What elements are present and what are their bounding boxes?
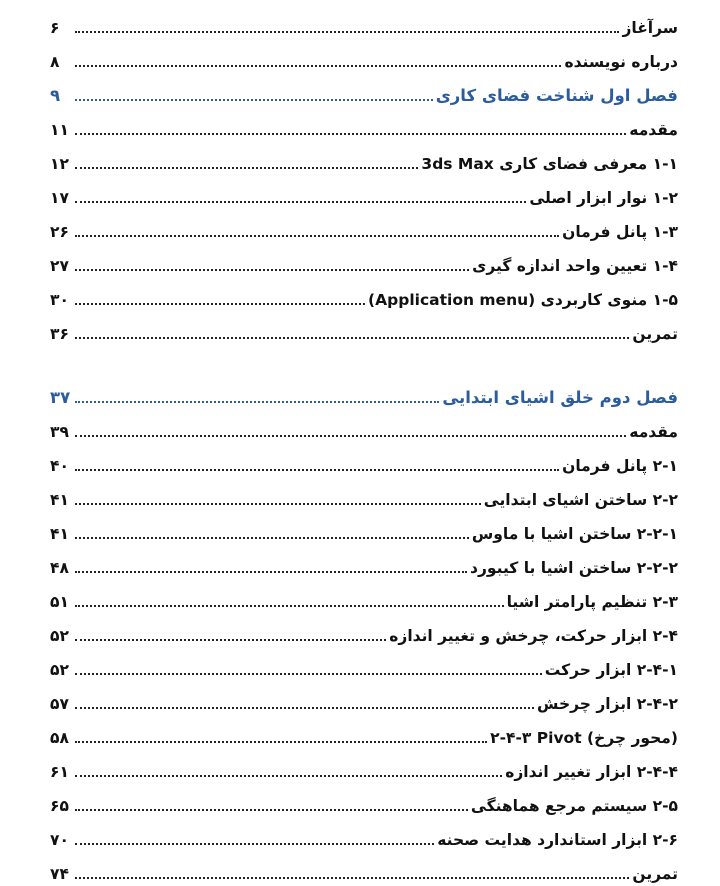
toc-entry-page: ۵۲ <box>50 626 69 645</box>
dot-leader <box>75 877 629 879</box>
dot-leader <box>75 469 559 471</box>
toc-entry[interactable] <box>50 682 678 716</box>
toc-entry[interactable] <box>50 478 678 512</box>
toc-entry-title: مقدمه <box>629 422 678 441</box>
toc-entry-page: ۵۸ <box>50 728 69 747</box>
table-of-contents <box>50 6 678 886</box>
dot-leader <box>75 31 619 33</box>
dot-leader <box>75 673 542 675</box>
toc-entry[interactable] <box>50 648 678 682</box>
toc-entry-title: ۲-۴-۳ Pivot (محور چرخ) <box>490 728 678 747</box>
dot-leader <box>75 775 502 777</box>
toc-entry-page: ۸ <box>50 52 60 71</box>
chapter-page: ۹ <box>50 85 61 105</box>
toc-entry-title: ۲-۲-۲ ساختن اشیا با کیبورد <box>470 558 678 577</box>
toc-entry-title: ۱-۲ نوار ابزار اصلی <box>529 188 678 207</box>
toc-entry[interactable] <box>50 444 678 478</box>
toc-entry-page: ۲۶ <box>50 222 69 241</box>
toc-entry-title: ۲-۵ سیستم مرجع هماهنگی <box>470 796 678 815</box>
dot-leader <box>75 843 434 845</box>
toc-entry-page: ۱۱ <box>50 120 69 139</box>
dot-leader <box>75 741 487 743</box>
toc-entry-title: ۲-۶ ابزار استاندارد هدایت صحنه <box>437 830 678 849</box>
toc-entry-page: ۷۰ <box>50 830 69 849</box>
dot-leader <box>75 65 561 67</box>
toc-entry[interactable] <box>50 244 678 278</box>
toc-entry-title: ۲-۴-۴ ابزار تغییر اندازه <box>505 762 678 781</box>
section-spacer <box>50 346 678 376</box>
dot-leader <box>75 707 534 709</box>
toc-entry-page: ۴۸ <box>50 558 69 577</box>
toc-entry-page: ۶ <box>50 18 60 37</box>
toc-entry-page: ۳۰ <box>50 290 69 309</box>
toc-entry-title: ۱-۵ منوی کاربردی (Application menu) <box>368 290 678 309</box>
toc-entry-page: ۳۶ <box>50 324 69 343</box>
toc-entry-title: سرآغاز <box>622 18 678 37</box>
toc-entry-title: ۱-۴ تعیین واحد اندازه گیری <box>472 256 678 275</box>
toc-entry[interactable] <box>50 312 678 346</box>
dot-leader <box>75 639 386 641</box>
toc-entry-title: ۲-۲-۱ ساختن اشیا با ماوس <box>471 524 678 543</box>
toc-entry-page: ۳۹ <box>50 422 69 441</box>
toc-entry-page: ۴۱ <box>50 490 69 509</box>
dot-leader <box>75 337 629 339</box>
toc-entry-page: ۶۵ <box>50 796 69 815</box>
toc-entry[interactable] <box>50 278 678 312</box>
dot-leader <box>75 235 559 237</box>
dot-leader <box>75 809 468 811</box>
toc-entry-page: ۷۴ <box>50 864 69 883</box>
toc-entry-title: ۲-۴-۲ ابزار چرخش <box>537 694 678 713</box>
toc-entry-page: ۱۲ <box>50 154 69 173</box>
toc-entry-page: ۶۱ <box>50 762 69 781</box>
toc-entry-page: ۵۷ <box>50 694 69 713</box>
toc-entry[interactable] <box>50 210 678 244</box>
dot-leader <box>75 99 433 101</box>
toc-chapter-2-heading[interactable] <box>50 376 678 410</box>
toc-chapter-1-heading[interactable] <box>50 74 678 108</box>
chapter-page: ۳۷ <box>50 387 71 407</box>
dot-leader <box>75 133 626 135</box>
toc-entry-title: تمرین <box>632 864 678 883</box>
toc-entry[interactable] <box>50 614 678 648</box>
toc-entry[interactable] <box>50 176 678 210</box>
toc-entry[interactable] <box>50 750 678 784</box>
dot-leader <box>75 269 469 271</box>
dot-leader <box>75 435 626 437</box>
toc-entry[interactable] <box>50 410 678 444</box>
toc-entry-title: ۲-۴ ابزار حرکت، چرخش و تغییر اندازه <box>389 626 678 645</box>
toc-entry[interactable] <box>50 580 678 614</box>
toc-entry[interactable] <box>50 818 678 852</box>
toc-entry[interactable] <box>50 142 678 176</box>
dot-leader <box>75 201 526 203</box>
toc-entry[interactable] <box>50 784 678 818</box>
chapter-title: فصل دوم خلق اشیای ابتدایی <box>442 387 678 407</box>
toc-entry-title: تمرین <box>632 324 678 343</box>
dot-leader <box>75 571 467 573</box>
toc-entry-page: ۴۰ <box>50 456 69 475</box>
toc-entry-page: ۲۷ <box>50 256 69 275</box>
dot-leader <box>75 503 481 505</box>
toc-entry-page: ۴۱ <box>50 524 69 543</box>
toc-entry-title: درباره نویسنده <box>564 52 678 71</box>
dot-leader <box>75 167 418 169</box>
chapter-title: فصل اول شناخت فضای کاری <box>435 85 678 105</box>
dot-leader <box>75 537 469 539</box>
toc-entry[interactable] <box>50 546 678 580</box>
toc-entry-page: ۱۷ <box>50 188 69 207</box>
toc-entry[interactable] <box>50 512 678 546</box>
toc-entry-title: ۲-۴-۱ ابزار حرکت <box>544 660 678 679</box>
toc-entry-title: ۲-۳ تنظیم پارامتر اشیا <box>506 592 678 611</box>
dot-leader <box>75 605 504 607</box>
toc-entry-page: ۵۱ <box>50 592 69 611</box>
toc-entry[interactable] <box>50 108 678 142</box>
toc-entry-title: مقدمه <box>629 120 678 139</box>
dot-leader <box>75 401 439 403</box>
toc-entry-about-author[interactable] <box>50 40 678 74</box>
toc-entry-title: ۲-۱ پانل فرمان <box>562 456 678 475</box>
toc-entry-preface[interactable] <box>50 6 678 40</box>
toc-entry-page: ۵۲ <box>50 660 69 679</box>
dot-leader <box>75 303 365 305</box>
toc-entry[interactable] <box>50 716 678 750</box>
toc-entry-title: ۱-۳ پانل فرمان <box>562 222 678 241</box>
toc-entry-title: ۱-۱ معرفی فضای کاری 3ds Max <box>421 154 678 173</box>
toc-entry-title: ۲-۲ ساختن اشیای ابتدایی <box>483 490 678 509</box>
toc-entry[interactable] <box>50 852 678 886</box>
